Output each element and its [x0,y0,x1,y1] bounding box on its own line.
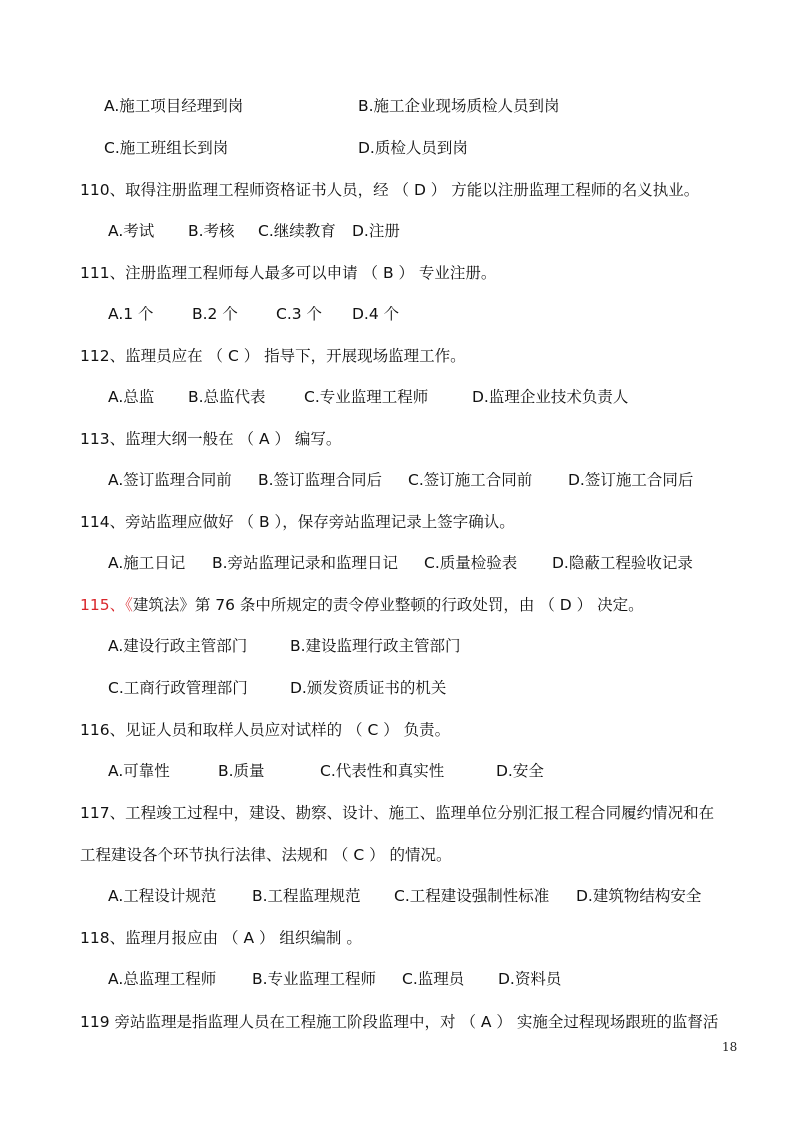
option-c: C.继续教育 [258,222,336,240]
option-a: A.工程设计规范 [108,887,217,905]
question-117-line1: 117、工程竣工过程中，建设、勘察、设计、施工、监理单位分别汇报工程合同履约情况和在 [80,804,715,822]
options-112 [108,387,629,407]
options-110 [108,221,400,241]
question-number-red: 115、《 [80,596,133,614]
options-113 [108,470,694,490]
question-113: 113、监理大纲一般在 （ A ） 编写。 [80,430,342,448]
options-115b [108,678,447,698]
question-text: 建筑法》第 76 条中所规定的责令停业整顿的行政处罚，由 （ D ） 决定。 [132,596,644,614]
option-a: A.总监理工程师 [108,970,217,988]
option-d: D.签订施工合同后 [568,471,694,489]
option-d: D.质检人员到岗 [358,139,468,157]
option-c: C.专业监理工程师 [304,388,429,406]
options-117 [108,886,702,906]
option-b: B.专业监理工程师 [252,970,377,988]
option-b: B.总监代表 [188,388,266,406]
option-a: A.考试 [108,222,155,240]
question-115 [80,595,644,615]
option-c: C.代表性和真实性 [320,762,445,780]
option-a: A.总监 [108,388,155,406]
options-115a [108,636,461,656]
question-117-line2: 工程建设各个环节执行法律、法规和 （ C ） 的情况。 [80,846,452,864]
option-d: D.监理企业技术负责人 [472,388,629,406]
options-111 [108,304,400,324]
option-d: D.注册 [352,222,400,240]
option-c: C.工程建设强制性标准 [394,887,550,905]
question-111: 111、注册监理工程师每人最多可以申请 （ B ） 专业注册。 [80,264,497,282]
page-number: 18 [722,1040,738,1054]
option-b: B.考核 [188,222,235,240]
option-d: D.隐蔽工程验收记录 [552,554,693,572]
options-118 [108,969,562,989]
option-c: C.监理员 [402,970,465,988]
options-row-109b [104,138,468,158]
option-a: A.可靠性 [108,762,170,780]
option-d: D.4 个 [352,305,400,323]
question-116: 116、见证人员和取样人员应对试样的 （ C ） 负责。 [80,721,451,739]
option-d: D.安全 [496,762,544,780]
option-c: C.3 个 [276,305,323,323]
option-a: A.施工项目经理到岗 [104,97,244,115]
question-114: 114、旁站监理应做好 （ B ），保存旁站监理记录上签字确认。 [80,513,515,531]
question-119: 119 旁站监理是指监理人员在工程施工阶段监理中，对 （ A ） 实施全过程现场跟班的监督活 [80,1013,719,1031]
options-row-109a [104,96,560,116]
option-b: B.工程监理规范 [252,887,361,905]
option-a: A.1 个 [108,305,154,323]
options-114 [108,553,693,573]
question-110: 110、取得注册监理工程师资格证书人员，经 （ D ） 方能以注册监理工程师的名义执业。 [80,181,700,199]
option-d: D.颁发资质证书的机关 [290,679,447,697]
options-116 [108,761,544,781]
option-b: B.质量 [218,762,265,780]
option-d: D.建筑物结构安全 [576,887,702,905]
option-b: B.建设监理行政主管部门 [290,637,461,655]
option-c: C.施工班组长到岗 [104,139,229,157]
option-c: C.签订施工合同前 [408,471,533,489]
option-c: C.质量检验表 [424,554,518,572]
option-d: D.资料员 [498,970,562,988]
option-b: B.施工企业现场质检人员到岗 [358,97,560,115]
option-b: B.签订监理合同后 [258,471,383,489]
question-118: 118、监理月报应由 （ A ） 组织编制 。 [80,929,362,947]
option-c: C.工商行政管理部门 [108,679,248,697]
question-112: 112、监理员应在 （ C ） 指导下，开展现场监理工作。 [80,347,466,365]
option-a: A.签订监理合同前 [108,471,232,489]
option-b: B.旁站监理记录和监理日记 [212,554,399,572]
option-b: B.2 个 [192,305,238,323]
option-a: A.建设行政主管部门 [108,637,248,655]
option-a: A.施工日记 [108,554,186,572]
